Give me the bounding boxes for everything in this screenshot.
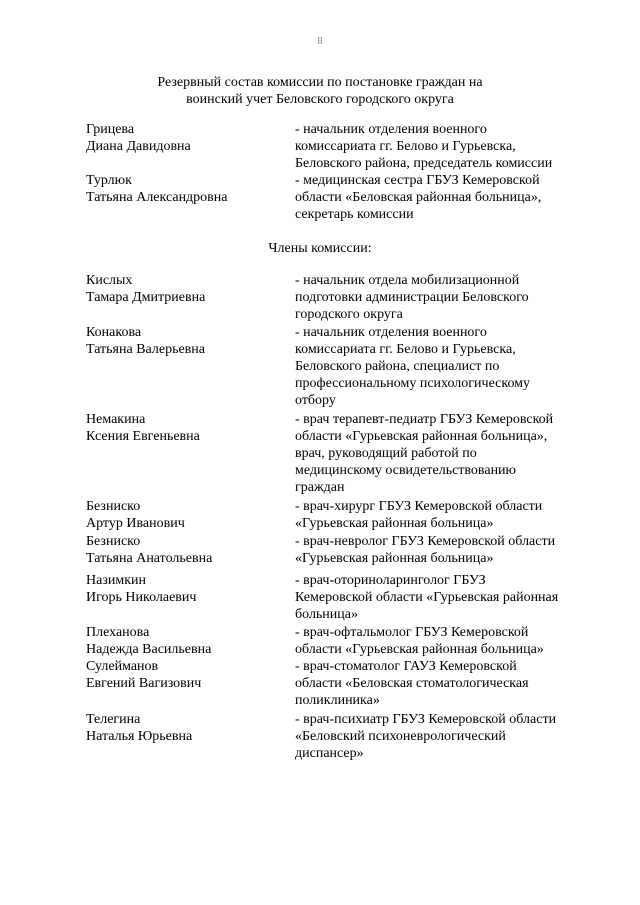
document-title — [0, 74, 640, 108]
surname: Телегина — [86, 712, 141, 727]
person-name — [86, 121, 286, 155]
person-role — [295, 411, 595, 496]
given-names: Татьяна Валерьевна — [86, 342, 205, 357]
role-line: - врач-стоматолог ГАУЗ Кемеровской — [295, 659, 517, 674]
role-line: «Гурьевская районная больница» — [295, 551, 494, 566]
person-name — [86, 711, 286, 745]
person-role — [295, 711, 595, 762]
surname: Немакина — [86, 412, 146, 427]
role-line: - начальник отдела мобилизационной — [295, 273, 520, 288]
person-role — [295, 658, 595, 709]
role-line: больница» — [295, 607, 358, 622]
person-role — [295, 572, 595, 623]
given-names: Тамара Дмитриевна — [86, 290, 206, 305]
role-line: городского округа — [295, 307, 403, 322]
role-line: - начальник отделения военного — [295, 122, 487, 137]
person-role — [295, 121, 595, 172]
role-line: «Беловский психоневрологический — [295, 729, 506, 744]
given-names: Диана Давидовна — [86, 139, 191, 154]
role-line: поликлиника» — [295, 693, 380, 708]
given-names: Игорь Николаевич — [86, 590, 197, 605]
role-line: - врач-оториноларинголог ГБУЗ — [295, 573, 486, 588]
surname: Безниско — [86, 499, 141, 514]
person-role — [295, 624, 595, 658]
given-names: Наталья Юрьевна — [86, 729, 193, 744]
role-line: секретарь комиссии — [295, 207, 414, 222]
role-line: диспансер» — [295, 746, 364, 761]
person-name — [86, 533, 286, 567]
person-role — [295, 172, 595, 223]
role-line: комиссариата гг. Белово и Гурьевска, — [295, 139, 516, 154]
role-line: - врач терапевт-педиатр ГБУЗ Кемеровской — [295, 412, 554, 427]
role-line: «Гурьевская районная больница» — [295, 516, 494, 531]
role-line: области «Гурьевская районная больница», — [295, 429, 548, 444]
title-line: Резервный состав комиссии по постановке граждан на — [157, 75, 483, 90]
surname: Назимкин — [86, 573, 146, 588]
person-name — [86, 498, 286, 532]
person-name — [86, 624, 286, 658]
person-name — [86, 572, 286, 606]
role-line: области «Беловская стоматологическая — [295, 676, 529, 691]
role-line: - врач-невролог ГБУЗ Кемеровской области — [295, 534, 556, 549]
person-role — [295, 498, 595, 532]
role-line: - врач-хирург ГБУЗ Кемеровской области — [295, 499, 543, 514]
given-names: Евгений Вагизович — [86, 676, 202, 691]
role-line: области «Беловская районная больница», — [295, 190, 542, 205]
person-role — [295, 533, 595, 567]
person-name — [86, 411, 286, 445]
surname: Плеханова — [86, 625, 150, 640]
role-line: профессиональному психологическому — [295, 376, 531, 391]
given-names: Татьяна Анатольевна — [86, 551, 213, 566]
surname: Турлюк — [86, 173, 132, 188]
person-name — [86, 324, 286, 358]
role-line: - начальник отделения военного — [295, 325, 487, 340]
person-role — [295, 272, 595, 323]
role-line: области «Гурьевская районная больница» — [295, 642, 544, 657]
role-line: граждан — [295, 480, 345, 495]
surname: Безниско — [86, 534, 141, 549]
role-line: - врач-офтальмолог ГБУЗ Кемеровской — [295, 625, 529, 640]
members-heading: Члены комиссии: — [268, 241, 372, 256]
title-line: воинский учет Беловского городского округа — [186, 92, 454, 107]
person-name — [86, 172, 286, 206]
person-name — [86, 658, 286, 692]
role-line: Беловского района, председатель комиссии — [295, 156, 553, 171]
surname: Конакова — [86, 325, 142, 340]
role-line: врач, руководящий работой по — [295, 446, 477, 461]
given-names: Артур Иванович — [86, 516, 185, 531]
role-line: комиссариата гг. Белово и Гурьевска, — [295, 342, 516, 357]
role-line: - медицинская сестра ГБУЗ Кемеровской — [295, 173, 540, 188]
given-names: Татьяна Александровна — [86, 190, 228, 205]
role-line: подготовки администрации Беловского — [295, 290, 529, 305]
surname: Кислых — [86, 273, 133, 288]
surname: Сулейманов — [86, 659, 159, 674]
role-line: - врач-психиатр ГБУЗ Кемеровской области — [295, 712, 557, 727]
given-names: Надежда Васильевна — [86, 642, 212, 657]
role-line: Беловского района, специалист по — [295, 359, 500, 374]
person-role — [295, 324, 595, 409]
person-name — [86, 272, 286, 306]
given-names: Ксения Евгеньевна — [86, 429, 200, 444]
page-number: 8 — [317, 36, 323, 47]
role-line: отбору — [295, 393, 336, 408]
surname: Грицева — [86, 122, 135, 137]
role-line: медицинскому освидетельствованию — [295, 463, 517, 478]
role-line: Кемеровской области «Гурьевская районная — [295, 590, 559, 605]
